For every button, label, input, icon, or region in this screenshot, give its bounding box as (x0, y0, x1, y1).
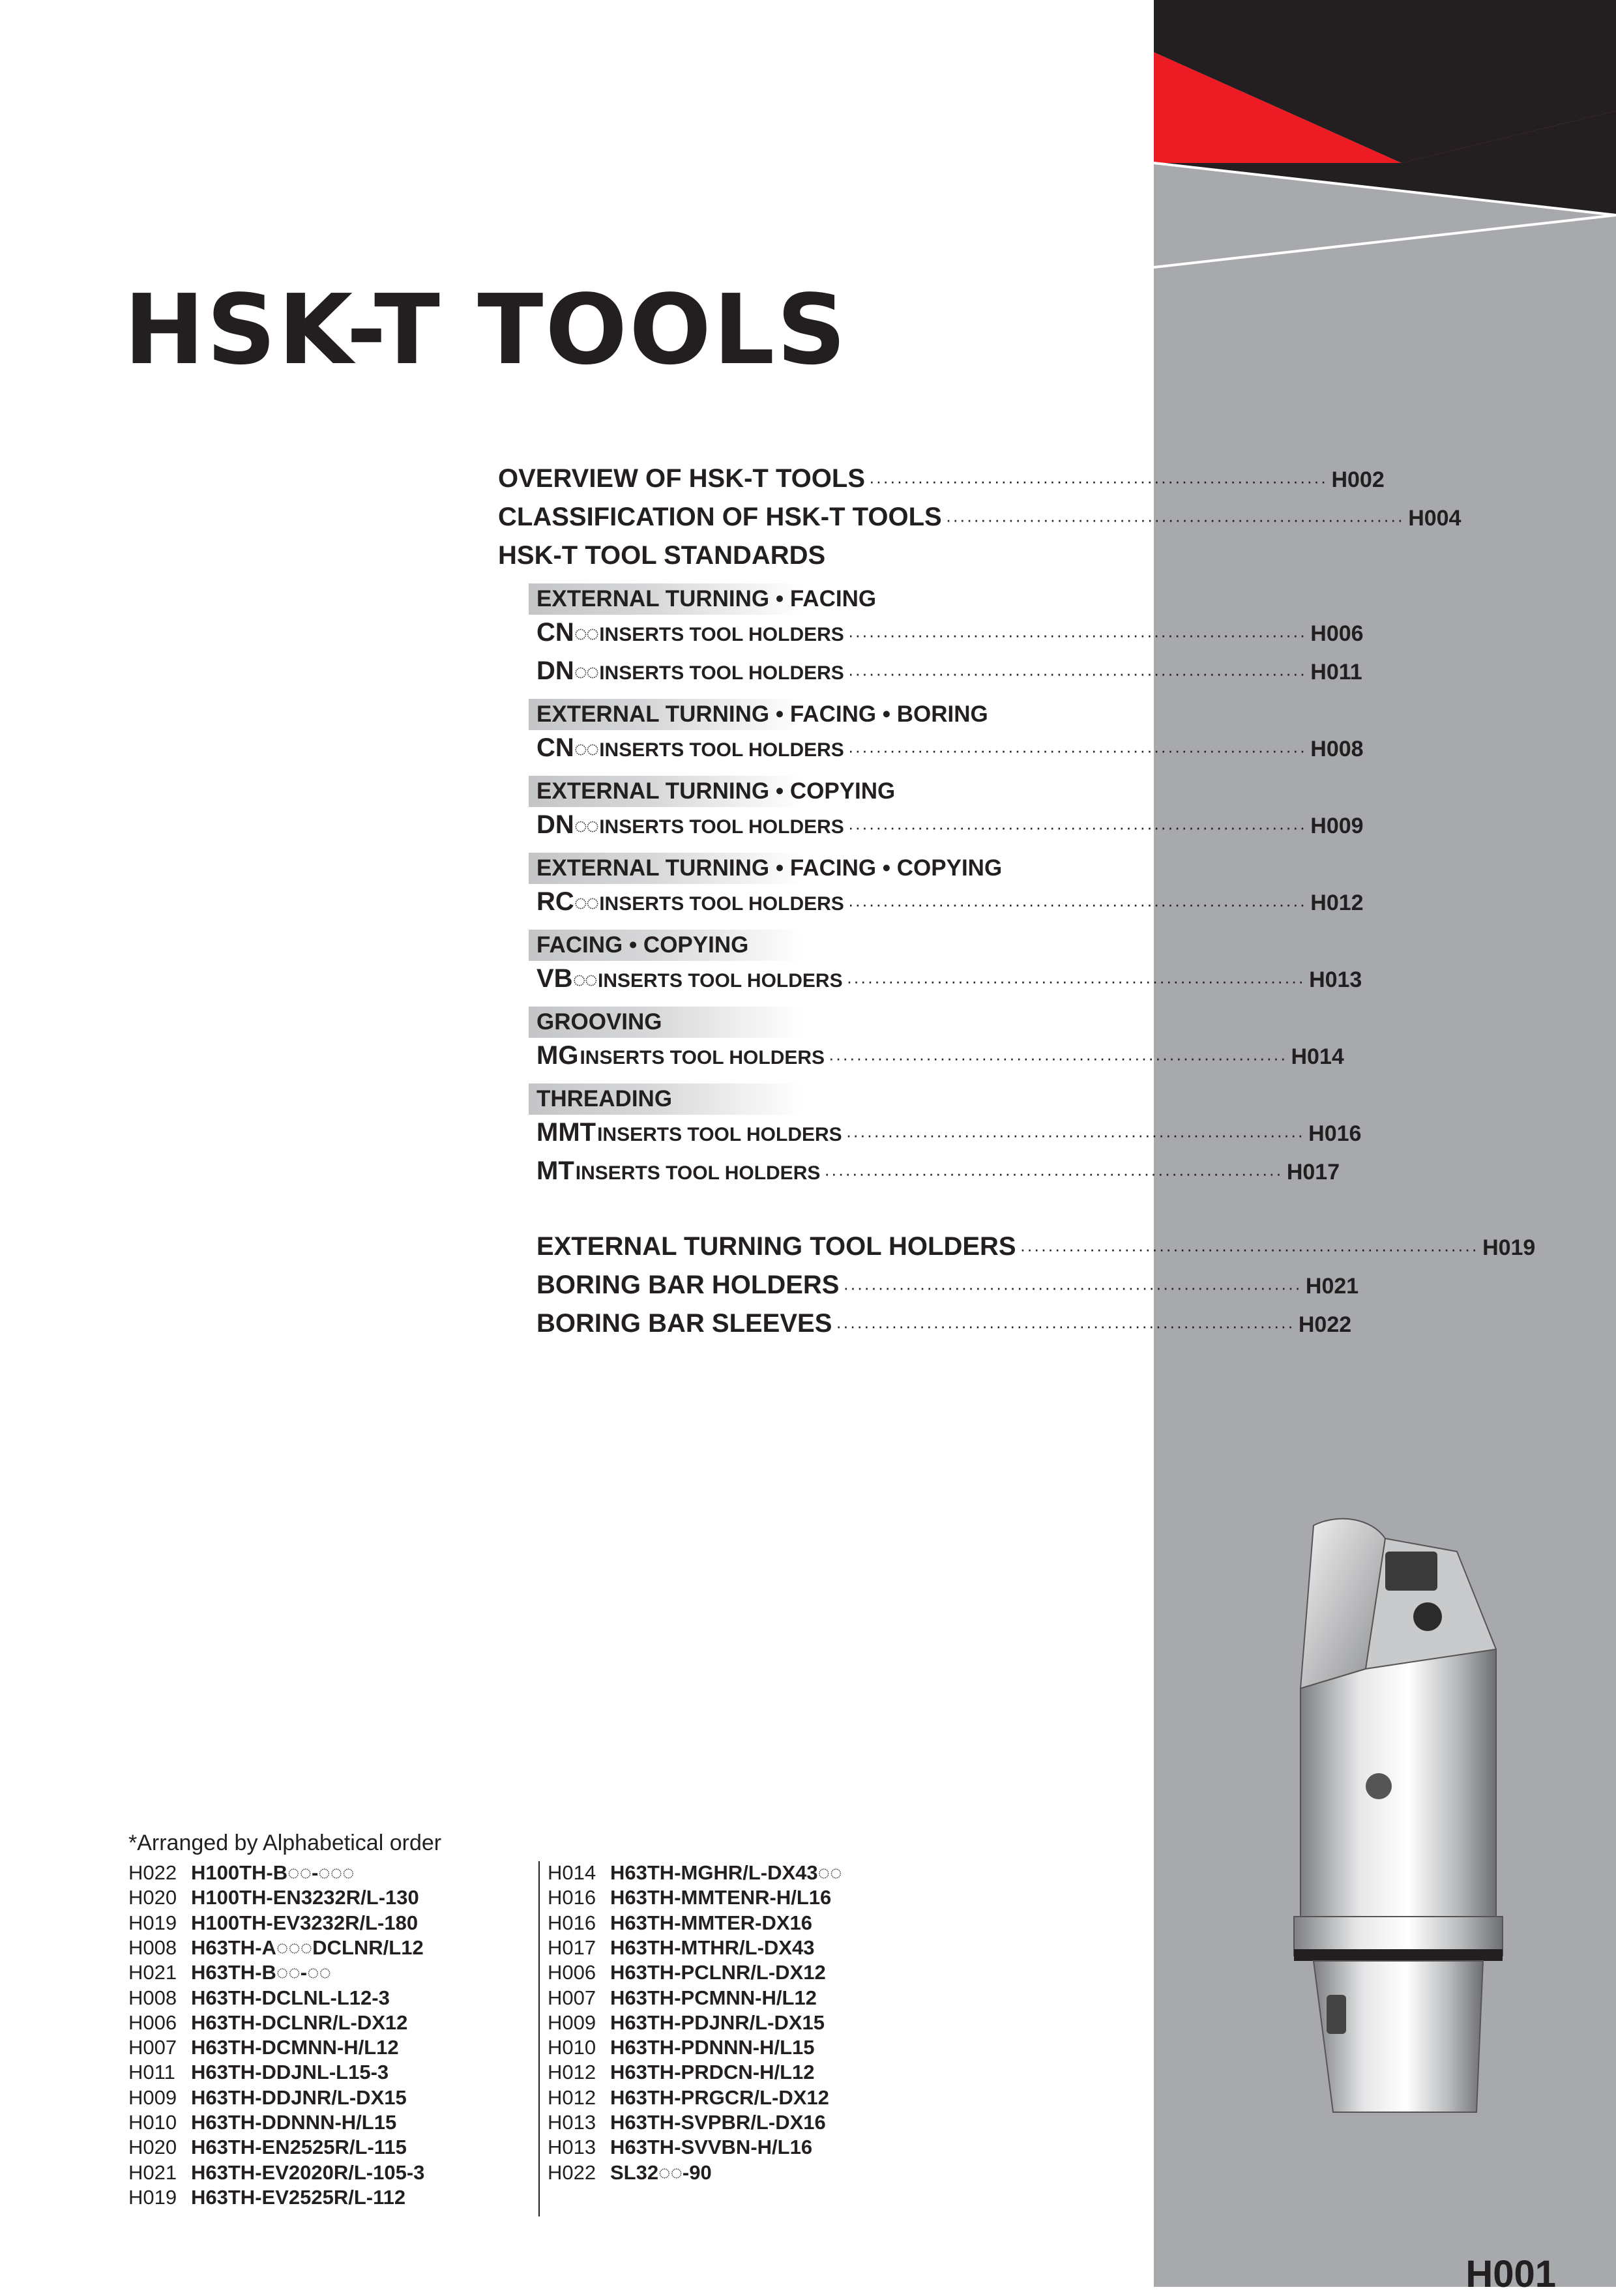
index-model-name: H63TH-PDNNN-H/L15 (610, 2036, 815, 2059)
index-page-code: H019 (128, 2185, 177, 2209)
toc-item-prefix: MT (536, 1156, 574, 1185)
toc-entry[interactable] (536, 618, 1364, 647)
toc-item-prefix: VB (536, 964, 573, 993)
index-model-name: H63TH-PCMNN-H/L12 (610, 1986, 817, 2009)
index-page-code: H008 (128, 1935, 177, 1959)
index-row[interactable] (128, 2161, 424, 2186)
index-page-code: H012 (548, 2085, 596, 2109)
index-page-code: H022 (548, 2160, 596, 2184)
toc-page-number: H002 (1331, 467, 1385, 492)
index-model-name: H63TH-MTHR/L-DX43 (610, 1935, 815, 1959)
band-header-graphic (1154, 0, 1616, 313)
section-heading: EXTERNAL TURNING • FACING • BORING (536, 701, 988, 727)
index-page-code: H006 (548, 1961, 596, 1984)
toc-page-number: H013 (1309, 967, 1362, 992)
toc-leader-dots: ·································································· (847, 625, 1307, 645)
index-model-name: H63TH-DDJNR/L-DX15 (191, 2085, 407, 2109)
toc-leader-dots: ·································································· (847, 894, 1307, 914)
toc-entry[interactable] (536, 733, 1364, 763)
page-title: HSK-T TOOLS (124, 274, 848, 386)
toc-leader-dots: ·································································· (836, 1316, 1295, 1336)
toc-entry[interactable] (536, 1232, 1536, 1261)
toc-item-suffix: INSERTS TOOL HOLDERS (597, 1124, 842, 1145)
index-divider (538, 1861, 540, 2216)
index-model-name: H63TH-DCMNN-H/L12 (191, 2036, 399, 2059)
index-model-name: H63TH-PDJNR/L-DX15 (610, 2010, 825, 2034)
toc-leader-dots: ·································································· (845, 1125, 1305, 1145)
index-row[interactable] (128, 1886, 419, 1911)
toc-page-number: H017 (1286, 1160, 1340, 1185)
index-model-name: H63TH-EN2525R/L-115 (191, 2136, 407, 2159)
index-page-code: H009 (548, 2010, 596, 2034)
toc-item-suffix: INSERTS TOOL HOLDERS (598, 970, 843, 992)
index-page-code: H006 (128, 2010, 177, 2034)
index-page-code: H007 (128, 2036, 177, 2059)
index-row[interactable] (128, 1911, 418, 1936)
page-number: H001 (1465, 2253, 1556, 2295)
index-page-code: H022 (128, 1861, 177, 1884)
index-row[interactable] (128, 1861, 355, 1886)
index-model-name: H63TH-SVPBR/L-DX16 (610, 2111, 826, 2134)
index-model-name: H63TH-PCLNR/L-DX12 (610, 1961, 826, 1984)
toc-item-prefix: DN (536, 656, 574, 685)
index-row[interactable] (548, 2086, 829, 2111)
index-page-code: H016 (548, 1886, 596, 1909)
index-page-code: H017 (548, 1935, 596, 1959)
index-row[interactable] (128, 1936, 424, 1961)
placeholder-circles: ◌◌ (574, 737, 598, 761)
index-row[interactable] (548, 2061, 814, 2085)
index-page-code: H012 (548, 2061, 596, 2084)
index-row[interactable] (548, 1911, 812, 1936)
index-page-code: H016 (548, 1911, 596, 1934)
index-row[interactable] (548, 2011, 825, 2036)
toc-label: EXTERNAL TURNING TOOL HOLDERS (536, 1232, 1016, 1261)
toc-leader-dots: ·································································· (869, 471, 1328, 491)
toc-entry[interactable] (536, 1118, 1362, 1147)
section-heading: EXTERNAL TURNING • FACING • COPYING (536, 855, 1003, 881)
toc-item-prefix: CN (536, 618, 574, 647)
toc-leader-dots: ·································································· (843, 1278, 1302, 1297)
index-model-name: H63TH-B◌◌-◌◌ (191, 1961, 331, 1984)
toc-page-number: H019 (1482, 1235, 1536, 1260)
toc-item-prefix: DN (536, 810, 574, 839)
toc-entry[interactable] (536, 887, 1364, 917)
placeholder-circles: ◌◌ (574, 621, 598, 646)
index-model-name: H63TH-MMTENR-H/L16 (610, 1886, 832, 1909)
toc-page-number: H014 (1291, 1044, 1344, 1069)
index-model-name: H63TH-PRGCR/L-DX12 (610, 2085, 829, 2109)
toc-label: BORING BAR HOLDERS (536, 1271, 840, 1299)
index-page-code: H010 (548, 2036, 596, 2059)
index-row[interactable] (548, 2036, 814, 2061)
index-row[interactable] (548, 2136, 812, 2160)
index-model-name: H63TH-DCLNR/L-DX12 (191, 2010, 408, 2034)
index-page-code: H013 (548, 2136, 596, 2159)
index-model-name: H100TH-EV3232R/L-180 (191, 1911, 419, 1934)
toc-page-number: H008 (1310, 737, 1364, 761)
index-model-name: H63TH-MMTER-DX16 (610, 1911, 813, 1934)
placeholder-circles: ◌◌ (574, 814, 598, 838)
index-row[interactable] (128, 1961, 331, 1986)
toc-item-suffix: INSERTS TOOL HOLDERS (599, 893, 844, 915)
index-row[interactable] (128, 2186, 405, 2211)
toc-page-number: H011 (1310, 660, 1362, 684)
toc-leader-dots: ·································································· (945, 510, 1405, 529)
toc-entry[interactable] (536, 1156, 1340, 1186)
index-model-name: H63TH-EV2020R/L-105-3 (191, 2160, 425, 2184)
index-row[interactable] (548, 2111, 826, 2136)
index-page-code: H007 (548, 1986, 596, 2009)
toc-label: CLASSIFICATION OF HSK-T TOOLS (498, 503, 942, 531)
placeholder-circles: ◌◌ (574, 660, 598, 684)
index-row[interactable] (128, 2011, 407, 2036)
index-model-name: H63TH-DDJNL-L15-3 (191, 2061, 389, 2084)
toc-page-number: H012 (1310, 890, 1364, 915)
toc-entry[interactable] (498, 503, 1462, 532)
index-model-name: H63TH-A◌◌◌DCLNR/L12 (191, 1935, 424, 1959)
placeholder-circles: ◌◌ (572, 967, 596, 992)
toc-item-prefix: CN (536, 733, 574, 762)
toc-item-suffix: INSERTS TOOL HOLDERS (599, 739, 844, 761)
index-model-name: H63TH-PRDCN-H/L12 (610, 2061, 815, 2084)
toc-entry[interactable] (498, 541, 1117, 570)
index-model-name: H63TH-DCLNL-L12-3 (191, 1986, 390, 2009)
toc-leader-dots: ·································································· (846, 971, 1306, 991)
toc-entry[interactable] (536, 964, 1362, 993)
index-page-code: H020 (128, 2136, 177, 2159)
toc-item-suffix: INSERTS TOOL HOLDERS (575, 1162, 821, 1184)
toc-entry[interactable] (536, 810, 1364, 840)
toc-label: HSK-T TOOL STANDARDS (498, 541, 826, 570)
section-heading: EXTERNAL TURNING • COPYING (536, 778, 896, 804)
index-row[interactable] (128, 1986, 390, 2011)
toc-entry[interactable] (536, 1309, 1352, 1338)
toc-leader-dots: ·································································· (847, 741, 1307, 760)
index-model-name: H63TH-SVVBN-H/L16 (610, 2136, 813, 2159)
toc-page-number: H004 (1408, 506, 1462, 531)
section-heading: THREADING (536, 1086, 673, 1111)
index-row[interactable] (128, 2086, 407, 2111)
toc-item-suffix: INSERTS TOOL HOLDERS (599, 816, 844, 838)
toc-entry[interactable] (536, 1271, 1359, 1300)
index-page-code: H020 (128, 1886, 177, 1909)
index-model-name: H63TH-DDNNN-H/L15 (191, 2111, 397, 2134)
index-page-code: H013 (548, 2111, 596, 2134)
toc-item-prefix: MMT (536, 1118, 596, 1147)
toc-page-number: H016 (1308, 1121, 1362, 1146)
toc-leader-dots: ·································································· (847, 664, 1307, 683)
index-row[interactable] (128, 2036, 399, 2061)
index-row[interactable] (548, 1861, 842, 1886)
index-page-code: H019 (128, 1911, 177, 1934)
index-row[interactable] (548, 1961, 826, 1986)
toc-entry[interactable] (536, 1041, 1344, 1070)
placeholder-circles: ◌◌ (574, 890, 598, 915)
hsk-t-tool-image (1287, 1499, 1522, 2151)
index-page-code: H011 (128, 2061, 175, 2084)
toc-page-number: H006 (1310, 621, 1364, 646)
index-model-name: H100TH-B◌◌-◌◌◌ (191, 1861, 355, 1884)
toc-label: BORING BAR SLEEVES (536, 1309, 832, 1338)
index-model-name: H63TH-EV2525R/L-112 (191, 2185, 406, 2209)
index-page-code: H014 (548, 1861, 596, 1884)
index-page-code: H009 (128, 2085, 177, 2109)
toc-item-suffix: INSERTS TOOL HOLDERS (580, 1047, 825, 1068)
toc-item-suffix: INSERTS TOOL HOLDERS (599, 624, 844, 645)
index-model-name: H100TH-EN3232R/L-130 (191, 1886, 419, 1909)
toc-entry[interactable] (498, 464, 1385, 493)
index-row[interactable] (548, 1986, 817, 2011)
toc-label: OVERVIEW OF HSK-T TOOLS (498, 464, 866, 493)
index-page-code: H008 (128, 1986, 177, 2009)
toc-item-prefix: RC (536, 887, 574, 916)
toc-leader-dots: ·································································· (1020, 1239, 1479, 1259)
index-page-code: H010 (128, 2111, 177, 2134)
index-row[interactable] (128, 2061, 389, 2085)
toc-entry[interactable] (536, 656, 1362, 686)
toc-leader-dots: ·································································· (829, 1048, 1287, 1068)
toc-page-number: H022 (1298, 1312, 1352, 1337)
index-row[interactable] (128, 2136, 407, 2160)
index-page-code: H021 (128, 2160, 177, 2184)
section-heading: FACING • COPYING (536, 932, 749, 958)
section-heading: EXTERNAL TURNING • FACING (536, 586, 877, 611)
toc-page-number: H009 (1310, 814, 1364, 838)
toc-item-suffix: INSERTS TOOL HOLDERS (599, 662, 844, 684)
index-row[interactable] (548, 1886, 831, 1911)
index-model-name: SL32◌◌-90 (610, 2160, 712, 2184)
index-row[interactable] (548, 2161, 712, 2186)
index-row[interactable] (548, 1936, 814, 1961)
index-row[interactable] (128, 2111, 396, 2136)
index-model-name: H63TH-MGHR/L-DX43◌◌ (610, 1861, 842, 1884)
index-note: *Arranged by Alphabetical order (128, 1831, 442, 1855)
toc-leader-dots: ·································································· (824, 1164, 1283, 1183)
index-page-code: H021 (128, 1961, 177, 1984)
toc-item-prefix: MG (536, 1041, 579, 1070)
section-heading: GROOVING (536, 1009, 662, 1035)
toc-page-number: H021 (1305, 1274, 1359, 1299)
toc-leader-dots: ·································································· (847, 817, 1307, 837)
